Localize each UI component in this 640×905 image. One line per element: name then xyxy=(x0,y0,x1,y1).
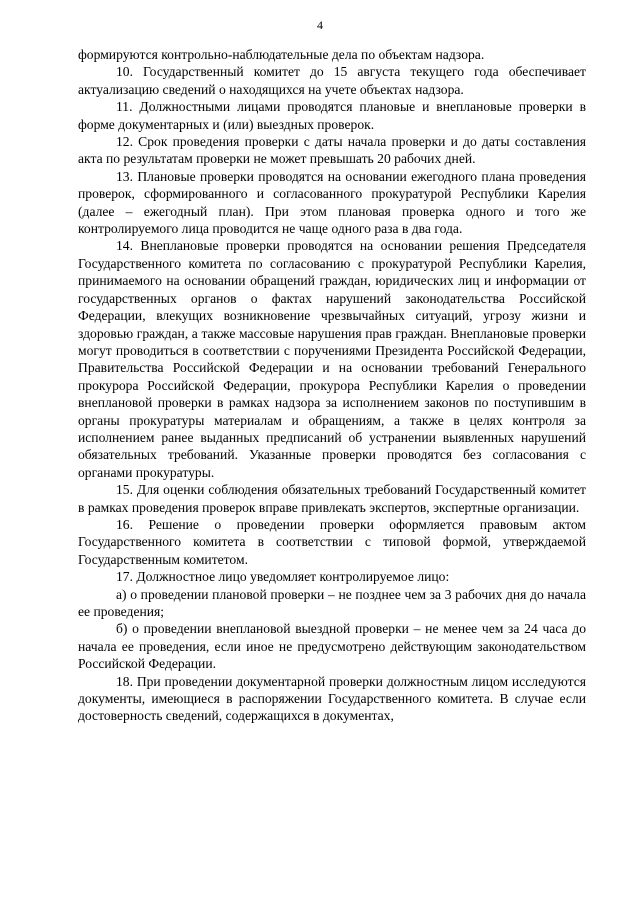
paragraph-item-11: 11. Должностными лицами проводятся плановые и внеплановые проверки в форме документарных и (или) выездных проверок. xyxy=(78,99,586,132)
paragraph-item-17: 17. Должностное лицо уведомляет контролируемое лицо: xyxy=(116,569,450,585)
paragraph-item-16: 16. Решение о проведении проверки оформляется правовым актом Государственного комитета в соответствии с типовой формой, утверждаемой Государственным комитетом. xyxy=(78,516,586,567)
page-number: 4 xyxy=(317,18,323,32)
paragraph-subitem-a: а) о проведении плановой проверки – не позднее чем за 3 рабочих дня до начала ее проведения; xyxy=(78,586,586,619)
paragraph-item-10: 10. Государственный комитет до 15 августа текущего года обеспечивает актуализацию сведений о находящихся на учете объектах надзора. xyxy=(78,64,586,97)
paragraph-continuation: формируются контрольно-наблюдательные дела по объектам надзора. xyxy=(78,47,485,62)
paragraph-item-18: 18. При проведении документарной проверки должностным лицом исследуются документы, имеющиеся в распоряжении Государственного комитета. В случае если достоверность сведений, содержащихся в документах, xyxy=(78,673,586,724)
paragraph-item-12: 12. Срок проведения проверки с даты начала проверки и до даты составления акта по результатам проверки не может превышать 20 рабочих дней. xyxy=(78,134,586,167)
paragraph-item-15: 15. Для оценки соблюдения обязательных требований Государственный комитет в рамках проведения проверок вправе привлекать экспертов, экспертные организации. xyxy=(78,482,586,515)
paragraph-subitem-b: б) о проведении внеплановой выездной проверки – не менее чем за 24 часа до начала ее проведения, если иное не предусмотрено действующим законодательством Российской Федерации. xyxy=(78,621,586,672)
paragraph-item-13: 13. Плановые проверки проводятся на основании ежегодного плана проведения проверок, сформированного и согласованного прокуратурой Республики Карелия (далее – ежегодный план). При этом плановая проверка одного и того же контролируемого лица проводится не чаще одного раза в два года. xyxy=(78,168,586,237)
paragraph-item-14: 14. Внеплановые проверки проводятся на основании решения Председателя Государственного комитета по согласованию с прокуратурой Республики Карелия, принимаемого на основании обращений граждан, юридических лиц и информации от государственных органов о фактах нарушений законодательства Российской Федерации, влекущих возникновение чрезвычайных ситуаций, угрозу жизни и здоровью граждан, а также массовые нарушения прав граждан. Внеплановые проверки могут проводиться в соответствии с поручениями Президента Российской Федерации, Правительства Российской Федерации и на основании требований Генерального прокурора Российской Федерации, прокурора Республики Карелия о проведении внеплановой проверки в рамках надзора за исполнением законов по поступившим в органы прокуратуры материалам и обращениям, а также в целях контроля за исполнением ранее выданных предписаний об устранении выявленных нарушений обязательных требований. Указанные проверки проводятся без согласования с органами прокуратуры. xyxy=(78,238,586,480)
document-body xyxy=(78,46,586,725)
